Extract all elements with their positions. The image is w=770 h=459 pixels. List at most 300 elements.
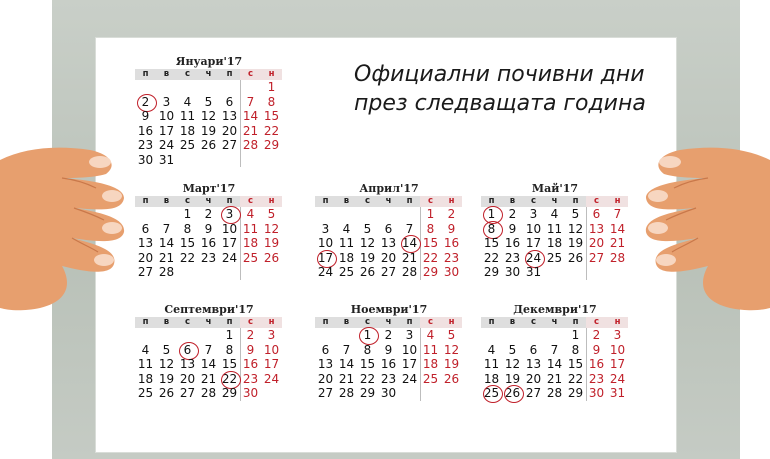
day-cell: 27 (317, 386, 334, 400)
day-cell: 13 (525, 357, 542, 371)
month-calendar (315, 303, 463, 401)
day-cell: 10 (609, 342, 626, 357)
day-cell: 12 (443, 342, 460, 357)
weekday-label: п (399, 317, 420, 328)
day-cell: 2 (135, 95, 156, 110)
empty-cell (544, 328, 565, 343)
left-hand-icon (0, 140, 130, 315)
day-cell: 14 (338, 357, 355, 371)
empty-cell (135, 80, 156, 95)
weekday-label: в (502, 196, 523, 207)
weekday-header (135, 69, 283, 80)
day-cell: 3 (405, 328, 414, 342)
day-cell: 11 (338, 236, 355, 250)
empty-cell (240, 265, 261, 280)
weekday-label: п (219, 196, 240, 207)
days-grid (315, 328, 463, 401)
day-cell: 26 (443, 371, 460, 386)
day-cell: 4 (183, 94, 192, 109)
day-cell: 9 (384, 342, 393, 357)
day-cell: 24 (523, 251, 544, 266)
day-cell: 5 (267, 207, 276, 221)
day-cell: 25 (137, 386, 154, 400)
empty-cell (336, 207, 357, 222)
day-cell: 7 (613, 207, 622, 221)
weekday-label: н (261, 317, 282, 328)
month-name: Ноември'17 (350, 303, 428, 316)
day-cell: 29 (263, 138, 280, 152)
weekday-label: н (261, 69, 282, 80)
day-cell: 2 (384, 328, 393, 342)
day-cell: 10 (158, 109, 175, 123)
weekday-label: с (240, 196, 261, 207)
day-cell: 4 (426, 328, 435, 342)
day-cell: 1 (481, 207, 502, 222)
right-hand-icon (640, 140, 770, 315)
day-cell: 19 (443, 357, 460, 371)
empty-cell (586, 265, 607, 280)
empty-cell (219, 80, 240, 95)
day-cell: 7 (204, 342, 213, 357)
day-cell: 21 (609, 236, 626, 250)
day-cell: 26 (263, 250, 280, 265)
weekday-label: н (261, 196, 282, 207)
day-cell: 14 (200, 357, 217, 371)
day-cell: 21 (338, 371, 355, 386)
empty-cell (177, 265, 198, 280)
empty-cell (198, 265, 219, 280)
day-cell: 10 (401, 342, 418, 357)
day-cell: 12 (567, 221, 584, 236)
day-cell: 8 (363, 342, 372, 357)
days-grid (481, 328, 629, 401)
weekday-label: п (135, 317, 156, 328)
weekday-label: с (177, 196, 198, 207)
weekday-header (135, 196, 283, 207)
weekday-label: в (336, 196, 357, 207)
day-cell: 28 (609, 250, 626, 265)
day-cell: 12 (263, 221, 280, 236)
day-cell: 17 (221, 236, 238, 250)
day-cell: 10 (525, 221, 542, 236)
weekday-label: н (607, 317, 628, 328)
weekday-label: ч (378, 317, 399, 328)
empty-cell (544, 265, 565, 280)
day-cell: 15 (483, 236, 500, 250)
day-cell: 10 (317, 236, 334, 250)
day-cell: 16 (380, 357, 397, 371)
weekday-label: с (420, 196, 441, 207)
day-cell: 21 (401, 250, 418, 265)
weekday-label: н (607, 196, 628, 207)
day-cell: 11 (242, 221, 259, 236)
day-cell: 23 (504, 250, 521, 265)
day-cell: 2 (204, 207, 213, 221)
day-cell: 28 (401, 265, 418, 279)
weekday-label: с (420, 317, 441, 328)
weekday-label: в (336, 317, 357, 328)
day-cell: 3 (219, 207, 240, 222)
month-calendar (481, 303, 629, 401)
day-cell: 25 (338, 265, 355, 279)
weekday-label: п (481, 317, 502, 328)
day-cell: 9 (204, 221, 213, 236)
day-cell: 30 (380, 386, 397, 400)
day-cell: 6 (225, 94, 234, 109)
day-cell: 4 (487, 342, 496, 357)
day-cell: 21 (546, 371, 563, 386)
weekday-label: ч (378, 196, 399, 207)
weekday-label: с (586, 196, 607, 207)
day-cell: 27 (380, 265, 397, 279)
day-cell: 5 (447, 328, 456, 342)
empty-cell (420, 386, 441, 401)
empty-cell (261, 153, 282, 168)
month-calendar (135, 303, 283, 401)
day-cell: 6 (592, 207, 601, 221)
day-cell: 13 (317, 357, 334, 371)
day-cell: 30 (242, 386, 259, 400)
day-cell: 15 (221, 357, 238, 371)
day-cell: 4 (342, 221, 351, 236)
weekday-label: с (523, 196, 544, 207)
day-cell: 24 (317, 265, 334, 279)
weekday-label: в (156, 317, 177, 328)
day-cell: 16 (504, 236, 521, 250)
days-grid (135, 207, 283, 280)
days-grid (315, 207, 463, 280)
day-cell: 5 (571, 207, 580, 221)
day-cell: 4 (246, 207, 255, 221)
day-cell: 3 (321, 221, 330, 236)
day-cell: 10 (263, 342, 280, 357)
day-cell: 20 (317, 371, 334, 386)
day-cell: 27 (137, 265, 154, 279)
weekday-label: п (481, 196, 502, 207)
day-cell: 1 (426, 207, 435, 221)
day-cell: 14 (158, 236, 175, 250)
empty-cell (177, 153, 198, 168)
day-cell: 18 (422, 357, 439, 371)
day-cell: 13 (179, 357, 196, 371)
weekday-label: с (357, 317, 378, 328)
day-cell: 22 (567, 371, 584, 386)
day-cell: 16 (200, 236, 217, 250)
day-cell: 27 (525, 386, 542, 400)
weekday-label: с (357, 196, 378, 207)
day-cell: 24 (221, 250, 238, 265)
day-cell: 25 (481, 386, 502, 401)
day-cell: 29 (359, 386, 376, 400)
day-cell: 13 (221, 109, 238, 123)
day-cell: 20 (221, 123, 238, 138)
days-grid (135, 328, 283, 401)
day-cell: 7 (550, 342, 559, 357)
day-cell: 19 (200, 123, 217, 138)
day-cell: 1 (571, 328, 580, 342)
days-grid (135, 80, 283, 167)
day-cell: 12 (504, 357, 521, 371)
weekday-label: ч (544, 196, 565, 207)
day-cell: 11 (483, 357, 500, 371)
day-cell: 12 (359, 236, 376, 250)
day-cell: 3 (529, 207, 538, 221)
weekday-label: ч (198, 69, 219, 80)
weekday-header (315, 317, 463, 328)
month-name: Януари'17 (175, 55, 243, 68)
day-cell: 11 (137, 357, 154, 371)
day-cell: 14 (609, 221, 626, 236)
weekday-label: п (135, 196, 156, 207)
day-cell: 26 (359, 265, 376, 279)
empty-cell (441, 386, 462, 401)
day-cell: 9 (508, 221, 517, 236)
weekday-label: н (441, 196, 462, 207)
day-cell: 21 (200, 371, 217, 386)
weekday-label: п (219, 317, 240, 328)
weekday-label: н (441, 317, 462, 328)
day-cell: 8 (481, 222, 502, 237)
empty-cell (565, 265, 586, 280)
day-cell: 4 (550, 207, 559, 221)
day-cell: 18 (137, 371, 154, 386)
day-cell: 25 (179, 138, 196, 152)
day-cell: 7 (342, 342, 351, 357)
day-cell: 23 (200, 250, 217, 265)
day-cell: 23 (137, 138, 154, 152)
empty-cell (315, 207, 336, 222)
day-cell: 9 (592, 342, 601, 357)
month-calendar (481, 182, 629, 280)
day-cell: 4 (141, 342, 150, 357)
day-cell: 22 (179, 250, 196, 265)
day-cell: 1 (267, 80, 276, 94)
day-cell: 6 (177, 343, 198, 358)
day-cell: 19 (359, 250, 376, 265)
day-cell: 5 (162, 342, 171, 357)
day-cell: 8 (225, 342, 234, 357)
empty-cell (378, 207, 399, 222)
day-cell: 25 (242, 250, 259, 265)
empty-cell (219, 153, 240, 168)
day-cell: 5 (508, 342, 517, 357)
empty-cell (261, 386, 282, 401)
weekday-label: с (177, 317, 198, 328)
day-cell: 7 (246, 94, 255, 109)
empty-cell (198, 80, 219, 95)
month-name: Декември'17 (513, 303, 597, 316)
month-name: Март'17 (182, 182, 236, 195)
day-cell: 2 (592, 328, 601, 342)
day-cell: 17 (263, 357, 280, 371)
day-cell: 17 (158, 123, 175, 138)
day-cell: 8 (571, 342, 580, 357)
weekday-label: с (523, 317, 544, 328)
day-cell: 15 (359, 357, 376, 371)
day-cell: 24 (263, 371, 280, 386)
day-cell: 23 (443, 250, 460, 265)
day-cell: 31 (525, 265, 542, 279)
day-cell: 8 (183, 221, 192, 236)
day-cell: 6 (384, 221, 393, 236)
empty-cell (607, 265, 628, 280)
day-cell: 24 (158, 138, 175, 152)
weekday-label: п (399, 196, 420, 207)
day-cell: 3 (162, 94, 171, 109)
day-cell: 24 (609, 371, 626, 386)
day-cell: 22 (422, 250, 439, 265)
month-name: Април'17 (359, 182, 419, 195)
weekday-header (481, 196, 629, 207)
days-grid (481, 207, 629, 280)
day-cell: 5 (204, 94, 213, 109)
empty-cell (177, 328, 198, 343)
day-cell: 26 (200, 138, 217, 152)
empty-cell (198, 153, 219, 168)
day-cell: 31 (609, 386, 626, 400)
weekday-label: п (135, 69, 156, 80)
day-cell: 16 (588, 357, 605, 371)
weekday-label: п (565, 196, 586, 207)
day-cell: 30 (504, 265, 521, 279)
day-cell: 1 (357, 328, 378, 343)
day-cell: 2 (447, 207, 456, 221)
day-cell: 15 (422, 236, 439, 250)
weekday-label: в (156, 196, 177, 207)
empty-cell (261, 265, 282, 280)
day-cell: 14 (399, 236, 420, 251)
weekday-label: ч (198, 317, 219, 328)
day-cell: 19 (567, 236, 584, 250)
day-cell: 21 (242, 123, 259, 138)
day-cell: 23 (242, 371, 259, 386)
day-cell: 30 (443, 265, 460, 279)
day-cell: 11 (546, 221, 563, 236)
day-cell: 12 (200, 109, 217, 123)
day-cell: 16 (443, 236, 460, 250)
empty-cell (315, 328, 336, 343)
weekday-label: в (156, 69, 177, 80)
day-cell: 9 (141, 109, 150, 123)
calendar-title (354, 60, 646, 118)
day-cell: 20 (525, 371, 542, 386)
day-cell: 14 (242, 109, 259, 123)
title-line-2: през следващата година (354, 91, 646, 116)
month-calendar (135, 182, 283, 280)
weekday-label: с (240, 317, 261, 328)
empty-cell (399, 207, 420, 222)
weekday-label: п (219, 69, 240, 80)
empty-cell (156, 80, 177, 95)
weekday-header (481, 317, 629, 328)
day-cell: 9 (246, 342, 255, 357)
empty-cell (177, 80, 198, 95)
day-cell: 20 (380, 250, 397, 265)
day-cell: 19 (158, 371, 175, 386)
day-cell: 25 (422, 371, 439, 386)
empty-cell (156, 328, 177, 343)
day-cell: 18 (179, 123, 196, 138)
weekday-label: с (240, 69, 261, 80)
day-cell: 8 (426, 221, 435, 236)
weekday-header (315, 196, 463, 207)
month-name: Септември'17 (164, 303, 254, 316)
day-cell: 22 (359, 371, 376, 386)
weekday-label: ч (544, 317, 565, 328)
day-cell: 14 (546, 357, 563, 371)
empty-cell (357, 207, 378, 222)
day-cell: 31 (158, 152, 175, 167)
day-cell: 23 (380, 371, 397, 386)
day-cell: 29 (221, 386, 238, 400)
day-cell: 24 (401, 371, 418, 386)
day-cell: 19 (263, 236, 280, 250)
day-cell: 15 (263, 109, 280, 123)
day-cell: 26 (158, 386, 175, 400)
day-cell: 27 (179, 386, 196, 400)
day-cell: 18 (483, 371, 500, 386)
month-calendar (135, 55, 283, 167)
empty-cell (135, 328, 156, 343)
day-cell: 8 (267, 94, 276, 109)
day-cell: 11 (179, 109, 196, 123)
weekday-label: в (502, 317, 523, 328)
day-cell: 25 (546, 250, 563, 265)
day-cell: 21 (158, 250, 175, 265)
day-cell: 3 (613, 328, 622, 342)
empty-cell (336, 328, 357, 343)
empty-cell (240, 153, 261, 168)
day-cell: 29 (422, 265, 439, 279)
weekday-label: п (315, 317, 336, 328)
day-cell: 13 (588, 221, 605, 236)
empty-cell (523, 328, 544, 343)
day-cell: 30 (137, 152, 154, 167)
day-cell: 17 (609, 357, 626, 371)
weekday-label: п (565, 317, 586, 328)
day-cell: 10 (221, 221, 238, 236)
weekday-label: с (586, 317, 607, 328)
day-cell: 28 (200, 386, 217, 400)
day-cell: 20 (137, 250, 154, 265)
month-calendar (315, 182, 463, 280)
weekday-label: ч (198, 196, 219, 207)
day-cell: 22 (483, 250, 500, 265)
day-cell: 15 (179, 236, 196, 250)
day-cell: 6 (529, 342, 538, 357)
empty-cell (156, 207, 177, 222)
day-cell: 13 (137, 236, 154, 250)
day-cell: 22 (263, 123, 280, 138)
day-cell: 16 (137, 123, 154, 138)
weekday-header (135, 317, 283, 328)
day-cell: 3 (267, 328, 276, 342)
day-cell: 9 (447, 221, 456, 236)
day-cell: 6 (141, 221, 150, 236)
day-cell: 13 (380, 236, 397, 250)
day-cell: 22 (219, 372, 240, 387)
day-cell: 20 (588, 236, 605, 250)
day-cell: 18 (546, 236, 563, 250)
day-cell: 19 (504, 371, 521, 386)
day-cell: 11 (422, 342, 439, 357)
weekday-label: п (315, 196, 336, 207)
day-cell: 1 (183, 207, 192, 221)
day-cell: 1 (225, 328, 234, 342)
day-cell: 17 (315, 251, 336, 266)
day-cell: 27 (221, 138, 238, 152)
day-cell: 18 (338, 250, 355, 265)
